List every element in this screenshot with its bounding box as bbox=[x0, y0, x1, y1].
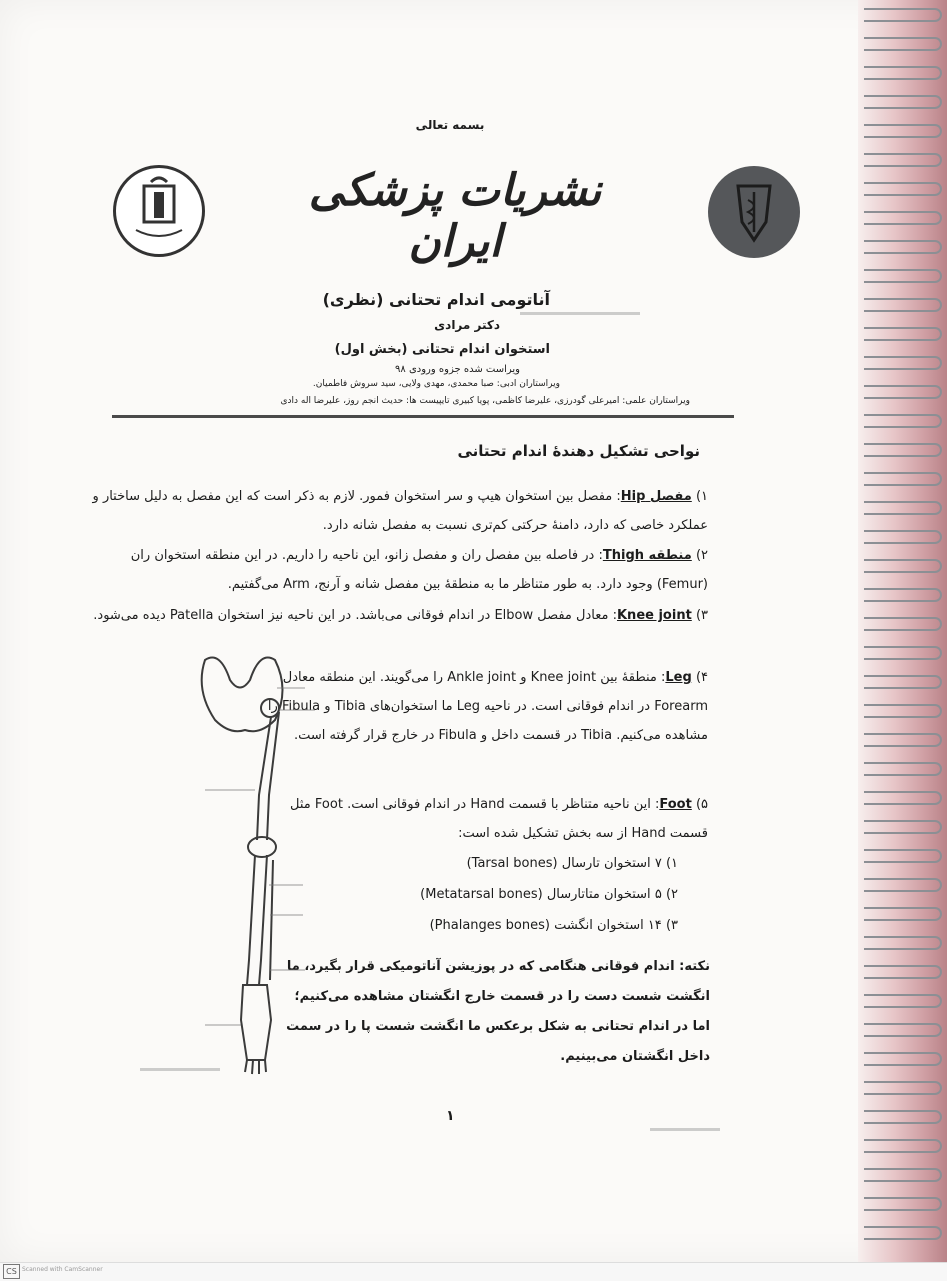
header-divider bbox=[112, 415, 734, 418]
item-text: : مفصل بین استخوان هیپ و سر استخوان فمور. لازم به ذکر است که این مفصل به دلیل ساختار و عملکرد خاصی که دارد، دامنهٔ حرکتی کم‌تری نسبت به مفصل شانه دارد. bbox=[92, 489, 708, 533]
spiral-ring bbox=[864, 1110, 942, 1124]
spiral-ring bbox=[864, 1139, 942, 1153]
sub-list-item bbox=[467, 849, 678, 878]
spiral-ring bbox=[864, 733, 942, 747]
spiral-ring bbox=[864, 588, 942, 602]
sub-item-number: ۲) bbox=[665, 887, 678, 902]
basmala-text: بسمه تعالی bbox=[415, 118, 485, 132]
item-number: ۲) bbox=[695, 548, 708, 563]
camscanner-logo: CS bbox=[3, 1264, 20, 1279]
spiral-ring bbox=[864, 298, 942, 312]
item-label: Leg bbox=[665, 670, 692, 685]
spiral-ring bbox=[864, 1168, 942, 1182]
university-logo bbox=[113, 165, 205, 257]
lecture-section: استخوان اندام تحتانی (بخش اول) bbox=[334, 342, 550, 357]
sub-item-text: ۱۴ استخوان انگشت (Phalanges bones) bbox=[429, 918, 662, 933]
spiral-ring bbox=[864, 327, 942, 341]
author-name: دکتر مرادی bbox=[434, 318, 500, 332]
spiral-ring bbox=[864, 1081, 942, 1095]
edition-note: ویراست شده جزوه ورودی ۹۸ bbox=[395, 364, 520, 375]
pen-caduceus-logo bbox=[708, 166, 800, 258]
spiral-ring bbox=[864, 356, 942, 370]
spiral-ring bbox=[864, 240, 942, 254]
section-heading: نواحی تشکیل دهندهٔ اندام تحتانی bbox=[457, 442, 700, 460]
spiral-ring bbox=[864, 530, 942, 544]
spiral-ring bbox=[864, 617, 942, 631]
sub-item-text: ۵ استخوان متاتارسال (Metatarsal bones) bbox=[420, 887, 662, 902]
sub-item-text: ۷ استخوان تارسال (Tarsal bones) bbox=[466, 856, 662, 871]
item-text: : در فاصله بین مفصل ران و مفصل زانو، این ناحیه را داریم. در این منطقه استخوان ران (Femur) وجود دارد. به طور متناظر ما به منطقهٔ بین مفصل شانه و آرنج، Arm می‌گفتیم. bbox=[130, 548, 708, 592]
publisher-brand: نشریات پزشکی ایران bbox=[308, 165, 602, 267]
item-label: مفصل Hip bbox=[620, 489, 692, 504]
item-text: : منطقهٔ بین Knee joint و Ankle joint را می‌گویند. این منطقه معادل Forearm در اندام فوقانی است. در ناحیه Leg ما استخوان‌های Tibia و Fibula را مشاهده می‌کنیم. Tibia در قسمت داخل و Fibula در خارج قرار گرفته است. bbox=[267, 670, 708, 743]
spiral-ring bbox=[864, 37, 942, 51]
spiral-ring bbox=[864, 936, 942, 950]
item-number: ۴) bbox=[695, 670, 708, 685]
scientific-editors: ویراستاران علمی: امیرعلی گودرزی، علیرضا کاظمی، پویا کبیری تایپیست ها: حدیث انجم روز، علیرضا اله دادی bbox=[280, 396, 690, 406]
list-item bbox=[88, 482, 708, 540]
course-title: آناتومی اندام تحتانی (نظری) bbox=[322, 290, 550, 309]
spiral-ring bbox=[864, 472, 942, 486]
spiral-ring bbox=[864, 994, 942, 1008]
spiral-ring bbox=[864, 501, 942, 515]
item-number: ۳) bbox=[695, 608, 708, 623]
spiral-ring bbox=[864, 269, 942, 283]
list-item bbox=[88, 541, 708, 599]
spiral-ring bbox=[864, 385, 942, 399]
page-number: ۱ bbox=[446, 1108, 455, 1124]
spiral-ring bbox=[864, 849, 942, 863]
literary-editors: ویراستاران ادبی: صبا محمدی، مهدی ولایی، سید سروش فاطمیان. bbox=[312, 379, 560, 389]
scan-smudge bbox=[650, 1128, 720, 1131]
item-text: : معادل مفصل Elbow در اندام فوقانی می‌باشد. در این ناحیه نیز استخوان Patella دیده می‌شود. bbox=[93, 608, 617, 623]
spiral-ring bbox=[864, 66, 942, 80]
scan-smudge bbox=[520, 312, 640, 315]
spiral-ring bbox=[864, 791, 942, 805]
spiral-ring bbox=[864, 153, 942, 167]
spiral-ring bbox=[864, 8, 942, 22]
item-number: ۵) bbox=[695, 797, 708, 812]
spiral-ring bbox=[864, 443, 942, 457]
spiral-ring bbox=[864, 1197, 942, 1211]
spiral-ring bbox=[864, 1226, 942, 1240]
spiral-ring bbox=[864, 211, 942, 225]
spiral-ring bbox=[864, 675, 942, 689]
note-paragraph: نکته: اندام فوقانی هنگامی که در پوزیشن آناتومیکی قرار بگیرد، ما انگشت شست دست را در قسمت خارج انگشتان مشاهده می‌کنیم؛ اما در اندام تحتانی به شکل برعکس ما انگشت شست پا را در سمت داخل انگشتان می‌بینیم. bbox=[286, 959, 710, 1064]
sub-item-number: ۳) bbox=[665, 918, 678, 933]
spiral-ring bbox=[864, 907, 942, 921]
list-item bbox=[88, 601, 708, 630]
item-text: : این ناحیه متناظر با قسمت Hand در اندام فوقانی است. Foot مثل قسمت Hand از سه بخش تشکیل شده است: bbox=[290, 797, 708, 841]
spiral-ring bbox=[864, 1052, 942, 1066]
spiral-ring bbox=[864, 646, 942, 660]
spiral-ring bbox=[864, 820, 942, 834]
sub-item-number: ۱) bbox=[665, 856, 678, 871]
item-label: منطقه Thigh bbox=[602, 548, 692, 563]
spiral-ring bbox=[864, 1023, 942, 1037]
lower-limb-skeleton-illustration bbox=[175, 640, 345, 1080]
sub-list-item bbox=[420, 880, 678, 909]
sub-list-item bbox=[430, 911, 678, 940]
spiral-ring bbox=[864, 965, 942, 979]
item-label: Knee joint bbox=[616, 608, 692, 623]
spiral-ring bbox=[864, 182, 942, 196]
spiral-ring bbox=[864, 704, 942, 718]
spiral-ring bbox=[864, 95, 942, 109]
camscanner-label: Scanned with CamScanner bbox=[22, 1266, 103, 1273]
spiral-ring bbox=[864, 559, 942, 573]
item-number: ۱) bbox=[695, 489, 708, 504]
scanner-footer bbox=[0, 1262, 947, 1281]
item-label: Foot bbox=[659, 797, 692, 812]
spiral-ring bbox=[864, 878, 942, 892]
spiral-ring bbox=[864, 414, 942, 428]
spiral-ring bbox=[864, 762, 942, 776]
spiral-ring bbox=[864, 124, 942, 138]
